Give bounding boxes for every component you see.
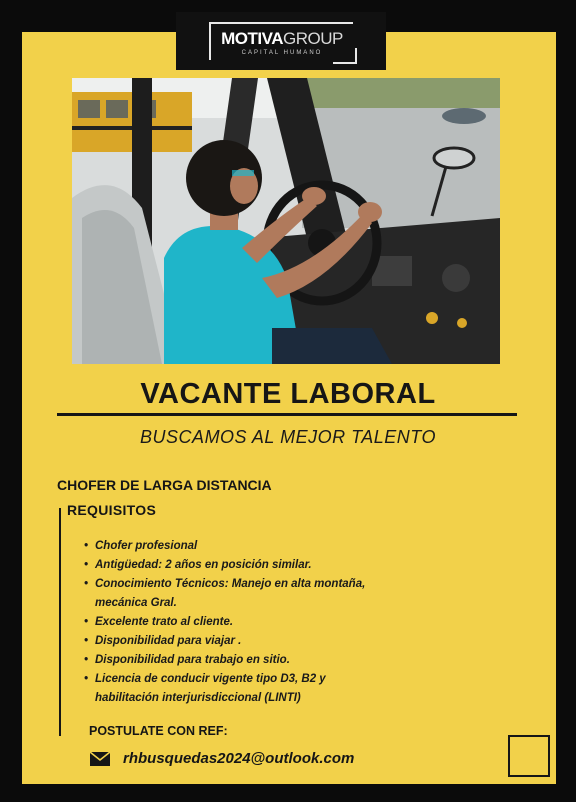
requirements-label: REQUISITOS bbox=[67, 502, 157, 518]
requirement-item: • Conocimiento Técnicos: Manejo en alta montaña, mecánica Gral. bbox=[82, 575, 382, 613]
job-title: CHOFER DE LARGA DISTANCIA bbox=[57, 477, 272, 493]
requirement-item: • Licencia de conducir vigente tipo D3, B2 y habilitación interjurisdiccional (LINTI) bbox=[82, 670, 382, 708]
requirement-item: • Excelente trato al cliente. bbox=[82, 613, 382, 632]
logo-subtitle: CAPITAL HUMANO bbox=[241, 50, 323, 56]
headline: VACANTE LABORAL bbox=[140, 378, 436, 410]
requirement-item: • Disponibilidad para viajar . bbox=[82, 632, 382, 651]
requirements-list bbox=[82, 537, 382, 708]
requirement-item: • Disponibilidad para trabajo en sitio. bbox=[82, 651, 382, 670]
logo-main-light: GROUP bbox=[283, 29, 343, 48]
contact-email-row[interactable] bbox=[89, 750, 354, 767]
requirement-item: • Antigüedad: 2 años en posición similar. bbox=[82, 556, 382, 575]
requirements-divider bbox=[59, 508, 61, 736]
decorative-corner-box bbox=[508, 735, 550, 777]
subheadline: BUSCAMOS AL MEJOR TALENTO bbox=[140, 427, 436, 447]
requirement-item: • Chofer profesional bbox=[82, 537, 382, 556]
company-logo bbox=[176, 12, 386, 70]
bus-driver-illustration bbox=[72, 78, 500, 364]
contact-email[interactable]: rhbusquedas2024@outlook.com bbox=[123, 750, 355, 767]
logo-main-bold: MOTIVA bbox=[221, 29, 283, 48]
headline-divider bbox=[57, 413, 517, 416]
mail-icon bbox=[89, 751, 111, 767]
bus-driver-photo bbox=[72, 78, 500, 364]
apply-label: POSTULATE CON REF: bbox=[89, 724, 228, 738]
